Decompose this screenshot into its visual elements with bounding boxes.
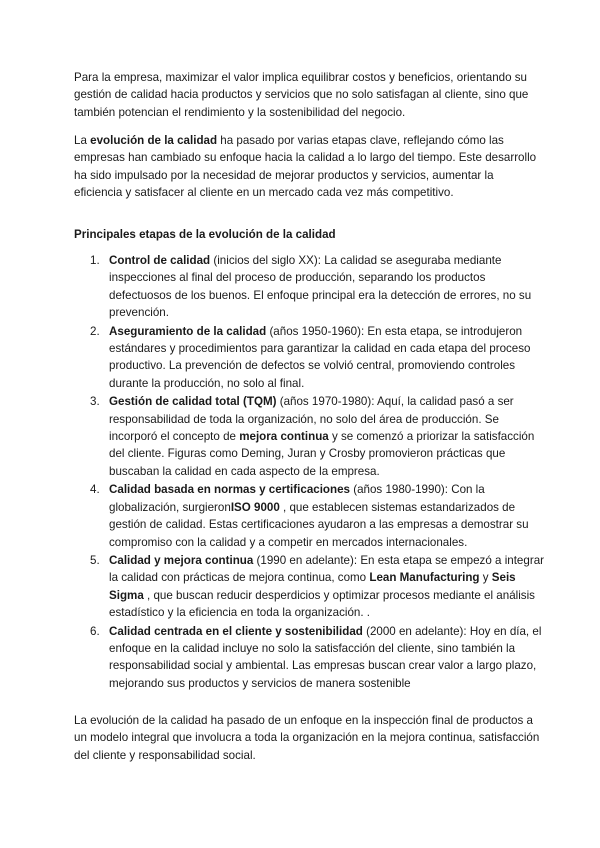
stage-text: y <box>479 571 492 585</box>
list-item <box>74 393 544 480</box>
list-number: 3. <box>90 395 100 409</box>
stage-title: Calidad y mejora continua <box>109 553 254 567</box>
stage-title: Calidad centrada en el cliente y sostenibilidad <box>109 624 363 638</box>
evolution-paragraph-prefix: La <box>74 134 91 147</box>
list-number: 6. <box>90 624 100 638</box>
list-item <box>74 552 544 622</box>
list-item <box>74 481 544 551</box>
evolution-paragraph-text: ha pasado por varias etapas clave, reflejando cómo las empresas han cambiado su enfoque hacia la calidad a lo largo del tiempo. Este desarrollo ha sido impulsado por la necesidad de mejorar productos y servicios, aumentar la eficiencia y satisfacer al cliente en un mercado cada vez más competitivo. <box>74 134 537 200</box>
stage-text: , que establecen sistemas estandarizados de gestión de calidad. Estas certificaciones ayudaron a las empresas a demostrar su compromiso con la calidad y a competir en mercados internacionales. <box>109 500 529 549</box>
stage-period: (años 1970-1980) <box>276 395 372 409</box>
stage-text: : Con la globalización, surgieron <box>109 483 485 514</box>
stage-text: , que buscan reducir desperdicios y optimizar procesos mediante el análisis estadístico y la eficiencia en toda la organización. . <box>109 588 535 620</box>
list-item <box>74 623 544 693</box>
stage-text: : Aquí, la calidad pasó a ser responsabilidad de toda la organización, no solo del área de producción. Se incorporó el concepto de <box>109 395 514 444</box>
stage-title: Calidad basada en normas y certificaciones <box>109 483 350 497</box>
stage-bold-term: ISO 9000 <box>230 500 280 514</box>
stage-bold-term: Lean Manufacturing <box>369 571 480 585</box>
list-number: 5. <box>90 553 100 567</box>
stage-title: Aseguramiento de la calidad <box>109 324 267 338</box>
conclusion-paragraph: La evolución de la calidad ha pasado de un enfoque en la inspección final de productos a un modelo integral que involucra a toda la organización en la mejora continua, satisfacción del cliente y responsabilidad social. <box>74 714 540 762</box>
stage-text: : En esta etapa, se introdujeron estándares y procedimientos para garantizar la calidad en cada etapa del proceso productivo. La prevención de defectos se volvió central, promoviendo controles durante la producción, no solo al final. <box>109 324 531 390</box>
stage-period: (años 1950-1960) <box>266 324 361 338</box>
stage-text: : La calidad se aseguraba mediante inspecciones al final del proceso de producción, separando los productos defectuosos de los buenos. El enfoque principal era la detección de errores, no su prevención. <box>109 254 532 320</box>
intro-paragraph: Para la empresa, maximizar el valor implica equilibrar costos y beneficios, orientando su gestión de calidad hacia productos y servicios que no solo satisfagan al cliente, sino que también potencian el rendimiento y la sostenibilidad del negocio. <box>74 71 529 119</box>
evolution-paragraph <box>74 132 544 202</box>
stage-text: : En esta etapa se empezó a integrar la calidad con prácticas de mejora continua, como <box>109 553 545 585</box>
stage-bold-term: Seis Sigma <box>109 571 516 602</box>
stage-text: : Hoy en día, el enfoque en la calidad incluye no solo la satisfacción del cliente, sino también la responsabilidad social y ambiental. Las empresas buscan crear valor a largo plazo, mejorando sus productos y servicios de manera sostenible <box>109 624 542 690</box>
section-heading: Principales etapas de la evolución de la calidad <box>74 228 336 241</box>
stage-period: (inicios del siglo XX) <box>210 254 318 267</box>
evolution-paragraph-bold: evolución de la calidad <box>90 134 218 147</box>
stage-period: (2000 en adelante) <box>362 624 464 638</box>
stage-title: Control de calidad <box>109 254 211 267</box>
list-item <box>74 252 544 322</box>
list-number: 4. <box>90 483 100 497</box>
stage-period: (1990 en adelante) <box>253 553 354 567</box>
list-item <box>74 323 544 393</box>
stage-text: y se comenzó a priorizar la satisfacción del cliente. Figuras como Deming, Juran y Crosby promovieron prácticas que buscaban la calidad en cada aspecto de la empresa. <box>109 430 535 478</box>
stage-bold-term: mejora continua <box>239 430 329 444</box>
list-number: 2. <box>90 324 100 338</box>
stage-period: (años 1980-1990) <box>350 483 445 497</box>
stage-title: Gestión de calidad total (TQM) <box>109 395 277 409</box>
stages-list <box>74 252 544 693</box>
list-number: 1. <box>90 254 100 267</box>
